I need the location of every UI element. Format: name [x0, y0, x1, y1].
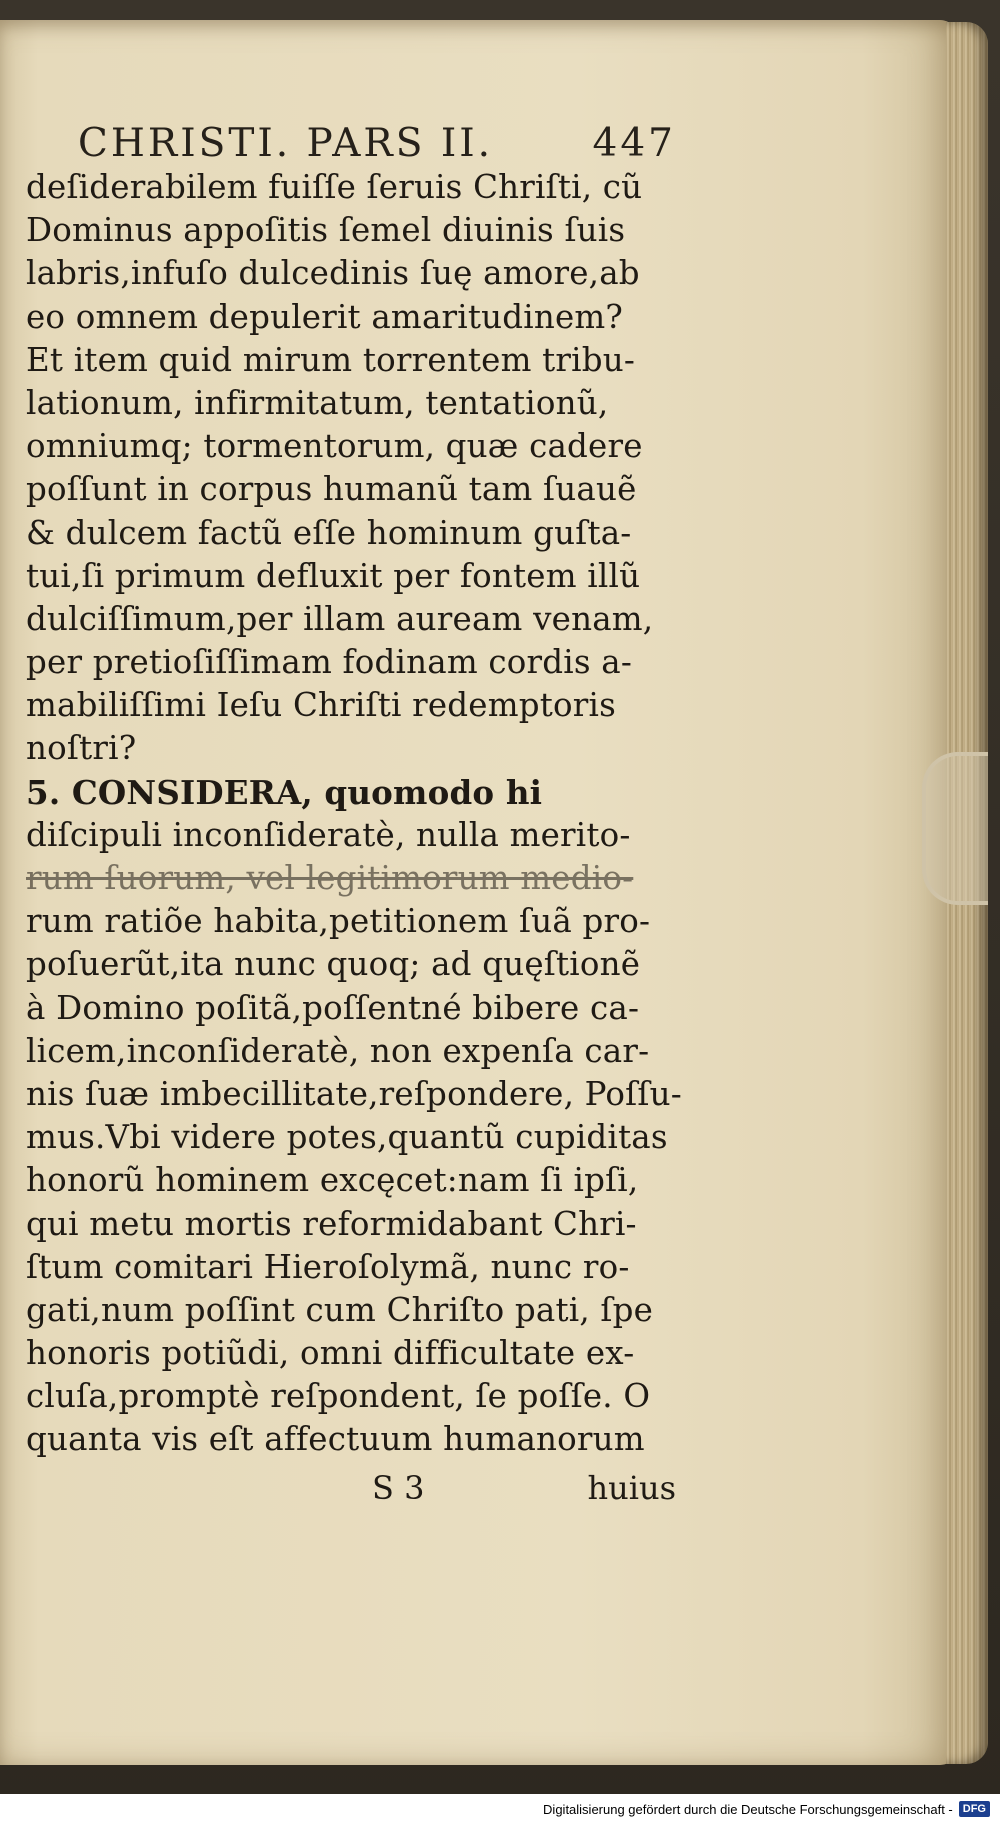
text-block: [26, 118, 682, 1514]
body-text: [26, 166, 682, 1462]
text-line: dulciſſimum,per illam auream venam,: [26, 599, 654, 638]
page-number: 447: [592, 121, 676, 166]
catchword: huius: [587, 1468, 676, 1507]
signature-line: [26, 1462, 676, 1514]
running-head-title: CHRISTI. PARS II.: [78, 121, 494, 166]
text-line: Et item quid mirum torrentem tribu-: [26, 340, 636, 379]
signature-mark: S 3: [372, 1468, 425, 1507]
text-line: mus.Vbi videre potes,quantũ cupiditas: [26, 1118, 668, 1157]
digitization-footer: [0, 1794, 1000, 1824]
dfg-logo: DFG: [959, 1801, 990, 1817]
text-line: deſiderabilem fuiſſe ſeruis Chriſti, cũ: [26, 168, 643, 206]
text-line: cluſa,promptè reſpondent, ſe poſſe. O: [26, 1377, 651, 1416]
text-line: Dominus appoſitis ſemel diuinis ſuis: [26, 211, 626, 250]
text-line: licem,inconſideratè, non expenſa car-: [26, 1031, 650, 1070]
running-head: [26, 118, 676, 166]
text-line: honoris potiũdi, omni difficultate ex-: [26, 1334, 635, 1373]
text-line: gati,num poſſint cum Chriſto pati, ſpe: [26, 1290, 654, 1329]
footer-credit: Digitalisierung gefördert durch die Deutsche Forschungsgemeinschaft -: [543, 1801, 953, 1817]
text-line: diſcipuli inconſideratè, nulla merito-: [26, 815, 631, 854]
text-line: poſſunt in corpus humanũ tam ſuauẽ: [26, 470, 637, 509]
text-line: tui,ſi primum defluxit per fontem illũ: [26, 556, 641, 595]
text-line: à Domino poſitã,poſſentné bibere ca-: [26, 988, 640, 1027]
text-line: rum ſuorum, vel legitimorum medio-: [26, 859, 634, 897]
text-line: eo omnem depulerit amaritudinem?: [26, 297, 624, 336]
text-line: & dulcem factũ eſſe hominum guſta-: [26, 513, 632, 552]
text-line: labris,infuſo dulcedinis ſuę amore,ab: [26, 254, 640, 293]
text-line: mabiliſſimi Ieſu Chriſti redemptoris: [26, 686, 616, 725]
text-line: poſuerũt,ita nunc quoq; ad quęſtionẽ: [26, 945, 641, 984]
text-line: ſtum comitari Hieroſolymã, nunc ro-: [26, 1247, 630, 1286]
text-line: qui metu mortis reformidabant Chri-: [26, 1204, 637, 1243]
text-line: noſtri?: [26, 729, 137, 768]
text-line: rum ratiõe habita,petitionem ſuã pro-: [26, 902, 651, 941]
text-line: per pretioſiſſimam fodinam cordis a-: [26, 643, 633, 682]
text-line: 5. CONSIDERA, quomodo hi: [26, 772, 543, 812]
text-line: lationum, infirmitatum, tentationũ,: [26, 383, 609, 422]
text-line: quanta vis eſt affectuum humanorum: [26, 1420, 645, 1459]
book-clasp: [922, 752, 988, 905]
text-line: honorũ hominem excęcet:nam ſi ipſi,: [26, 1161, 639, 1200]
text-line: omniumq; tormentorum, quæ cadere: [26, 427, 643, 466]
text-line: nis ſuæ imbecillitate,reſpondere, Poſſu-: [26, 1074, 682, 1113]
